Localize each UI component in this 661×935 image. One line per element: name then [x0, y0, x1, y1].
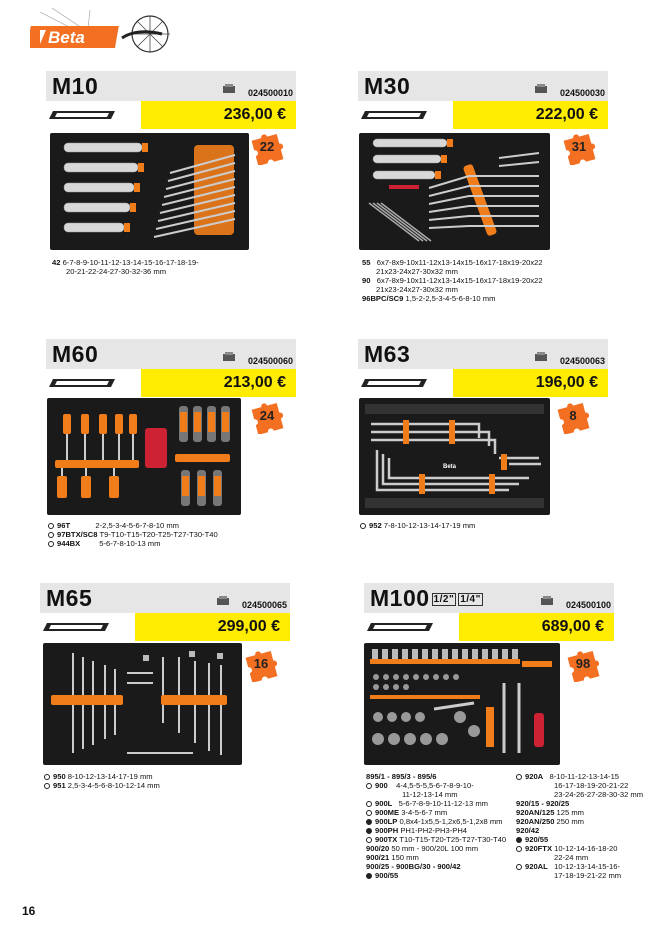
- tray-icon: [49, 378, 115, 388]
- product-title: M100 1/2" 1/4": [370, 585, 481, 611]
- tray-photo-m63: [359, 398, 550, 515]
- piece-count: 98: [575, 656, 591, 671]
- barcode-icon: [216, 595, 230, 607]
- product-m10[interactable]: [46, 71, 296, 129]
- product-title: M63: [364, 341, 411, 367]
- product-header: [46, 71, 296, 101]
- tray-photo-m30: [359, 133, 550, 250]
- product-code: 024500063: [559, 356, 605, 366]
- product-header: [364, 583, 614, 613]
- product-title: M10: [52, 73, 99, 99]
- price-tag: 299,00 €: [135, 613, 290, 641]
- barcode-icon: [540, 595, 554, 607]
- product-code: 024500060: [247, 356, 293, 366]
- product-title: M30: [364, 73, 411, 99]
- piece-count-badge: [250, 131, 284, 165]
- spec-list-m60: 96T 2-2,5-3-4-5-6-7-8-10 mm 97BTX/SC8 T9-T10-T15-T20-T25-T27-T30-T40 944BX 5-6-7-8-10-13 mm: [48, 521, 278, 548]
- product-code: 024500030: [559, 88, 605, 98]
- spec-list-m63: 952 7-8-10-12-13-14-17-19 mm: [360, 521, 590, 530]
- spec-list-m30: 55 6x7-8x9-10x11-12x13-14x15-16x17-18x19-20x22 21x23-24x27-30x32 mm 90 6x7-8x9-10x11-12x13-14x15-16x17-18x19-20x22 21x23-24x27-30x32 mm 96BPC/SC9 1,5-2-2,5-3-4-5-6-8-10 mm: [362, 258, 543, 303]
- product-title: M65: [46, 585, 93, 611]
- product-header: [40, 583, 290, 613]
- svg-text:Beta: Beta: [443, 464, 457, 470]
- spec-list-m100-right: 920A 8-10-11-12-13-14-15 16-17-18-19-20-21-22 23-24-26-27-28-30-32 mm 920/15 - 920/25 920AN/125 125 mm 920AN/250 250 mm 920/42 920/55 920FTX 10-12-14-16-18-20 22-24 mm 920AL 10-12-13-14-15-16- 17-18-19-21-22 mm: [516, 772, 644, 880]
- product-header: [358, 339, 608, 369]
- piece-count-badge: [566, 648, 600, 682]
- tray-photo-m100: [364, 643, 560, 765]
- piece-count: 24: [259, 408, 275, 423]
- spec-list-m10: 42 6-7-8-9-10-11-12-13-14-15-16-17-18-19- 20-21-22-24-27-30-32-36 mm: [52, 258, 199, 276]
- barcode-icon: [534, 351, 548, 363]
- piece-count: 8: [569, 408, 577, 423]
- product-m100[interactable]: [364, 583, 614, 641]
- tray-icon: [43, 622, 109, 632]
- tray-icon: [49, 110, 115, 120]
- piece-count-badge: [562, 131, 596, 165]
- tray-icon: [361, 110, 427, 120]
- product-m65[interactable]: [40, 583, 290, 641]
- product-code: 024500065: [241, 600, 287, 610]
- piece-count-badge: [250, 400, 284, 434]
- beta-logo: [30, 8, 180, 54]
- product-code: 024500100: [565, 600, 611, 610]
- product-header: [46, 339, 296, 369]
- drive-size-badge: 1/4": [460, 594, 481, 606]
- spec-list-m65: 950 8-10-12-13-14-17-19 mm 951 2,5-3-4-5-6-8-10-12-14 mm: [44, 772, 274, 790]
- tray-photo-m65: [43, 643, 242, 765]
- price-tag: 689,00 €: [459, 613, 614, 641]
- product-m60[interactable]: [46, 339, 296, 397]
- tray-photo-m60: [47, 398, 241, 515]
- tray-icon: [361, 378, 427, 388]
- tray-photo-m10: [50, 133, 249, 250]
- drive-size-badge: 1/2": [433, 594, 455, 606]
- barcode-icon: [222, 351, 236, 363]
- product-title: M60: [52, 341, 99, 367]
- piece-count-badge: [244, 648, 278, 682]
- piece-count-badge: [556, 400, 590, 434]
- product-m63[interactable]: [358, 339, 608, 397]
- piece-count: 16: [253, 656, 269, 671]
- barcode-icon: [222, 83, 236, 95]
- price-tag: 236,00 €: [141, 101, 296, 129]
- price-tag: 196,00 €: [453, 369, 608, 397]
- price-tag: 213,00 €: [141, 369, 296, 397]
- price-tag: 222,00 €: [453, 101, 608, 129]
- barcode-icon: [534, 83, 548, 95]
- product-code: 024500010: [247, 88, 293, 98]
- spec-list-m100-left: 895/1 - 895/3 - 895/6 900 4-4,5-5-5,5-6-7-8-9-10- 11-12-13-14 mm 900L 5-6-7-8-9-10-11-12-13 mm 900ME 3-4-5-6-7 mm 900LP 0,8x4-1x5,5-1,2x6,5-1,2x8 mm 900PH PH1-PH2-PH3-PH4 900TX T10-T15-T20-T25-T27-T30-T40 900/20 50 mm - 900/20L 100 mm 900/21 150 mm 900/25 - 900BG/30 - 900/42 900/55: [366, 772, 507, 880]
- product-header: [358, 71, 608, 101]
- svg-text:Beta: Beta: [48, 28, 85, 47]
- product-m30[interactable]: [358, 71, 608, 129]
- tray-icon: [367, 622, 433, 632]
- page-number: 16: [22, 904, 36, 918]
- piece-count: 31: [571, 139, 587, 154]
- piece-count: 22: [259, 139, 275, 154]
